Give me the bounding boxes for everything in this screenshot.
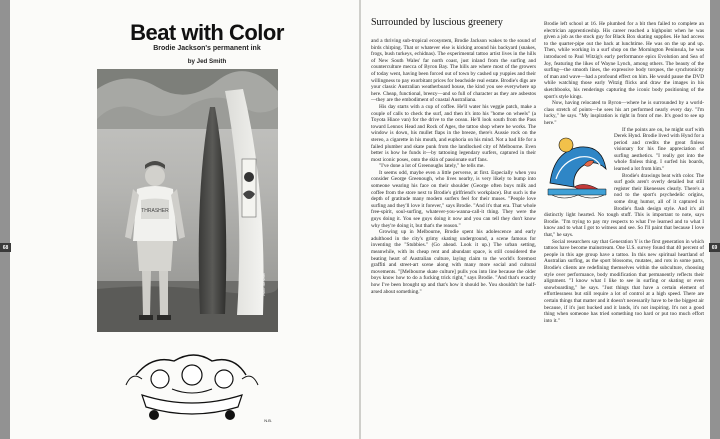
paragraph: Growing up in Melbourne, Brodie spent his adolescence and early adulthood in the city's grimy skating underground, a scene famous for inventing the "Stubbies." (Go ahead. Look it up.) The urban setting, meanwhile, with its cheap rent and abundant space, is still considered the beating heart of Australian culture, laying claim to the world's foremost graffiti and street-art scene along with many more social and cultural movements. "[Melbourne skate culture] pulls you into line because the older boys know how to do a fucking trick right," says Brodie. "And that's exactly how I've been brought up and that's how it should be. You shouldn't be half-arsed about something." [371, 229, 536, 295]
page-number-left: 68 [0, 243, 11, 252]
paragraph: His day starts with a cup of coffee. He'll water his veggie patch, make a couple of calls to check the surf, and then it's into his "home on wheels" (a Toyota Hiace van) for the drive to the ocean. He'll look south from the Pass toward Lennox Head and Rock of Ages, the tattoo shop where he works. The window is down, his mullet flaps in the breeze, there's Aussie rock on the stereo, a cigarette in his mouth, and euphoria on his mind. Not a bad life for a failed plumber and skate punk from the landlocked city of Melbourne. Even better is how he funds it—by tattooing legendary surfers, captured in their most iconic poses, onto the skin of passionate surf fans. [371, 103, 536, 163]
right-column-a [371, 38, 536, 436]
paragraph: It seems odd, maybe even a little perverse, at first. Especially when you consider George Greenough, who lives nearby, is very likely to bump into someone wearing his face on their shoulder (George often buys milk and coffee from the store next to Brodie's girlfriend's workplace). But such is the depth of gratitude many modern surfers feel for their muses. "People love surfing and they'll love it forever," says Brodie. "And it's that era. That whole free-spirit, soul-surfing, whatever-you-wanna-call-it thing. They were the guys doing it. You see guys doing it now and you can tell they don't know why they're doing it, but that's the reason." [371, 169, 536, 229]
paragraph: Now, having relocated to Byron—where he is surrounded by a world-class stretch of points—he sees his art performed nearly every day. "I'm lucky," he says. "My inspiration is right in front of me. It's good to see up here." [544, 100, 704, 126]
tattoo-wave-illustration [544, 129, 610, 205]
paragraph: Brodie left school at 16. He plumbed for a bit then failed to complete an electrician apprenticeship. His career reached a highpoint when he was given a job as the stock guy for Black Box skating supplies. He had access to the quarter-pipe out the back at lunchtime. He was on the up and up. Then, while working in a surf shop on the Mornington Peninsula, he was introduced to Paul Witzig's early performance epics Evolution and Sea of Joy, featuring the likes of Wayne Lynch, among others. The beauty of the surfing—the smooth lines, the expressive body torques, the synchronicity of man and wave—had a profound effect on him. He would pause the DVD while watching those early Witzig flicks and draw the images in his sketchbooks, his renderings capturing the iconic body positioning of the sport's style kings. [544, 21, 704, 100]
right-column-b [544, 21, 704, 433]
paragraph: If the points are on, he might surf with Derek Hynd. Brodie lived with Hynd for a period and credits the great finless visionary for his fine appreciation of surfing aesthetics. "I really got into the whole finless thing. I surfed his boards, learned a lot from him." [614, 126, 704, 173]
section-heading: Surrounded by luscious greenery [371, 17, 503, 28]
cartoon-skate-illustration [112, 345, 272, 427]
paragraph: Brodie's drawings beat with color. The surf gods aren't overly detailed but still register their likenesses clearly. There's a nod to the sport's psychedelic origins, some drug humor, all of it captured in Brodie's flash design style. And it's all distinctly light hearted. No tough stuff. This is important to note, says Brodie. "I'm trying to pay my respects to what I've learned and to what I know and to what I got to witness and see. So I'll paint that because I love that," he says. [544, 172, 704, 238]
cartoon-illustration [112, 345, 272, 427]
article-title: Beat with Color [130, 20, 284, 45]
paragraph: Social researchers say that Generation Y is the first generation in which tattoos have become mainstream. One U.S. survey found that 40 percent of people in this age group have a tattoo. In this new spiritual heartland of Australian surfing, as the sport blossoms, mutates, and rots in some parts, Brodie's clients are redefining themselves within the subculture, choosing style over performance, body modification that permanently reflects their alignment. "I know what I like to see in surfing or skating or even snowboarding," he says. "Just things that have a certain element of effortlessness but still require a lot of control at a high speed. There are certain things that matter and it doesn't necessarily have to be the biggest air because, if it's just hucked and it lands, it's not inspiring. It's not a good thing when someone has tried something too hard or put too much effort into it." [544, 238, 704, 324]
paragraph: "I've done a lot of Greenoughs lately," he tells me. [379, 163, 485, 170]
tattoo-art-inset [544, 129, 610, 205]
right-page [361, 0, 710, 439]
portrait-photo [97, 69, 278, 332]
article-subtitle: Brodie Jackson's permanent ink [153, 45, 261, 52]
paragraph: and a thriving sub-tropical ecosystem, Brodie Jackson wakes to the sound of birds chirping. That or whatever else is kicking around his backyard (snakes, frogs, bush turkeys, echidnas). The experimental tattoo artist lives in the hills of New South Wales' far north coast, just inland from the surfing and counterculture mecca of Byron Bay. The hills are where most of the growers of today went, having been forced out of town by cashed up yuppies and their willingness to pay exorbitant prices for beachside real estate. Brodie's digs are your classic Australian weatherboard house, the kind you see everywhere up here. Cheap, functional, breezy—and so full of character as they are asbestos—they are the embodiment of coastal Australiana. [371, 38, 536, 104]
portrait-photo-image [97, 69, 278, 332]
page-number-right: 69 [709, 243, 720, 252]
art-signature: N.B. [264, 418, 272, 423]
photo-credit: Photo: Jed Smith [262, 273, 266, 296]
article-byline: by Jed Smith [187, 58, 227, 65]
svg-text:THRASHER: THRASHER [141, 208, 169, 214]
